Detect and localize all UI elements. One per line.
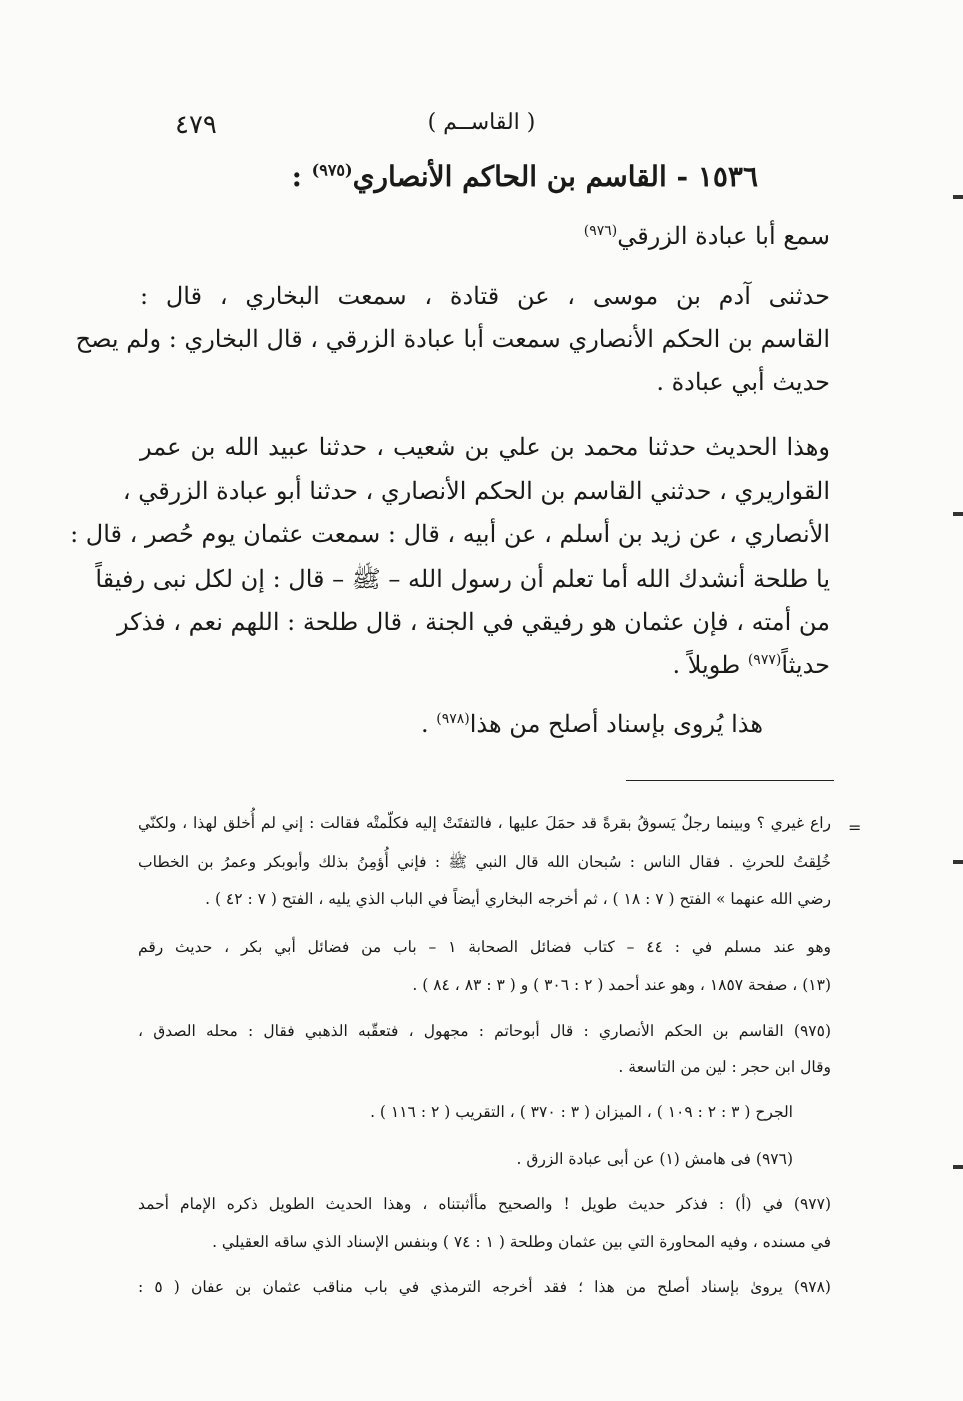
scan-edge-mark [953, 860, 963, 864]
body-line: يا طلحة أنشدك الله أما تعلم أن رسول الله – ﷺ – قال : إن لكل نبى رفيقاً [95, 565, 830, 593]
body-line: وهذا الحديث حدثنا محمد بن علي بن شعيب ، حدثنا عبيد الله بن عمر [140, 433, 830, 461]
footnote-line: الجرح ( ٣ : ٢ : ١٠٩ ) ، الميزان ( ٣ : ٣٧٠ ) ، التقريب ( ٢ : ١١٦ ) . [370, 1103, 793, 1121]
body-line: حديث أبي عبادة . [656, 368, 830, 396]
footnote-ref: (٩٧٥) [311, 160, 353, 180]
footnote-line: خُلِقتُ للحرثِ . فقال الناس : سُبحان الله قال النبي ﷺ : فإني أُؤمِنُ بذلك وأبوبكر وعمرُ بن الخطاب [138, 853, 831, 871]
footnote-line: راع غيري ؟ وبينما رجلٌ يَسوقُ بقرةً قد حمَلَ عليها ، فالتفتَتْ إليه فكلّمتْه فقالت : إني لم أُخلق لهذا ، ولكنّي [138, 814, 831, 832]
scan-edge-mark [953, 512, 963, 516]
line-text: حديثاً [781, 651, 830, 679]
footnote-line: وقال ابن حجر : لين من التاسعة . [618, 1058, 831, 1076]
running-header: ( القاســم ) [427, 110, 536, 135]
footnote-line: (٩٧٦) فى هامش (١) عن أبى عبادة الزرق . [516, 1150, 793, 1168]
footnote-line: في مسنده ، وفيه المحاورة التي بين عثمان وطلحة ( ١ : ٧٤ ) وبنفس الإسناد الذي ساقه العقيلي . [212, 1233, 831, 1251]
continuation-mark: = [848, 818, 862, 837]
footnote-separator [626, 780, 834, 781]
scan-edge-mark [953, 1165, 963, 1169]
footnote-line: (٩٧٧) في (أ) : فذكر حديث طويل ! والصحيح مأأثبتناه ، وهذا الحديث الطويل ذكره الإمام أحمد [138, 1195, 831, 1213]
body-line [73, 710, 763, 738]
line-text: . [420, 710, 437, 738]
footnote-line: (٩٧٨) يروىٰ بإسناد أصلح من هذا ؛ فقد أخرجه الترمذي في باب مناقب عثمان بن عفان ( ٥ : [138, 1278, 831, 1296]
footnote-ref: (٩٧٦) [583, 223, 618, 239]
entry-heading-colon: : [291, 160, 312, 193]
body-line [140, 651, 830, 679]
entry-heading-text: ١٥٣٦ - القاسم بن الحاكم الأنصاري [352, 160, 758, 193]
body-line: من أمته ، فإن عثمان هو رفيقي في الجنة ، قال طلحة : اللهم نعم ، فذكر [116, 608, 830, 636]
footnote-ref: (٩٧٨) [436, 711, 470, 727]
page-number: ٤٧٩ [175, 110, 217, 140]
line-text: سمع أبا عبادة الزرقي [617, 222, 830, 250]
body-line: حدثنى آدم بن موسى ، عن قتادة ، سمعت البخاري ، قال : [140, 282, 830, 310]
footnote-line: (١٣) ، صفحة ١٨٥٧ ، وهو عند أحمد ( ٢ : ٣٠٦ ) و ( ٣ : ٨٣ ، ٨٤ ) . [412, 976, 831, 994]
footnote-line: وهو عند مسلم في : ٤٤ – كتاب فضائل الصحابة ١ – باب من فضائل أبي بكر ، حديث رقم [138, 938, 831, 956]
body-line: القواريري ، حدثني القاسم بن الحكم الأنصاري ، حدثنا أبو عبادة الزرقي ، [122, 477, 830, 505]
body-line: القاسم بن الحكم الأنصاري سمعت أبا عبادة الزرقي ، قال البخاري : ولم يصح [75, 325, 830, 353]
body-line [140, 222, 830, 250]
line-text: طويلاً . [672, 651, 748, 679]
scan-edge-mark [953, 195, 963, 199]
footnote-line: (٩٧٥) القاسم بن الحكم الأنصاري : قال أبوحاتم : مجهول ، فتعقّبه الذهبي فقال : محله الصدق ، [138, 1022, 831, 1040]
line-text: هذا يُروى بإسناد أصلح من هذا [469, 710, 763, 738]
entry-heading [198, 160, 758, 193]
footnote-ref: (٩٧٧) [747, 652, 782, 668]
body-line: الأنصاري ، عن زيد بن أسلم ، عن أبيه ، قال : سمعت عثمان يوم حُصر ، قال : [70, 520, 830, 548]
footnote-line: رضي الله عنهما » الفتح ( ٧ : ١٨ ) ، ثم أخرجه البخاري أيضاً في الباب الذي يليه ، الفتح ( ٧ : ٤٢ ) . [205, 890, 831, 908]
